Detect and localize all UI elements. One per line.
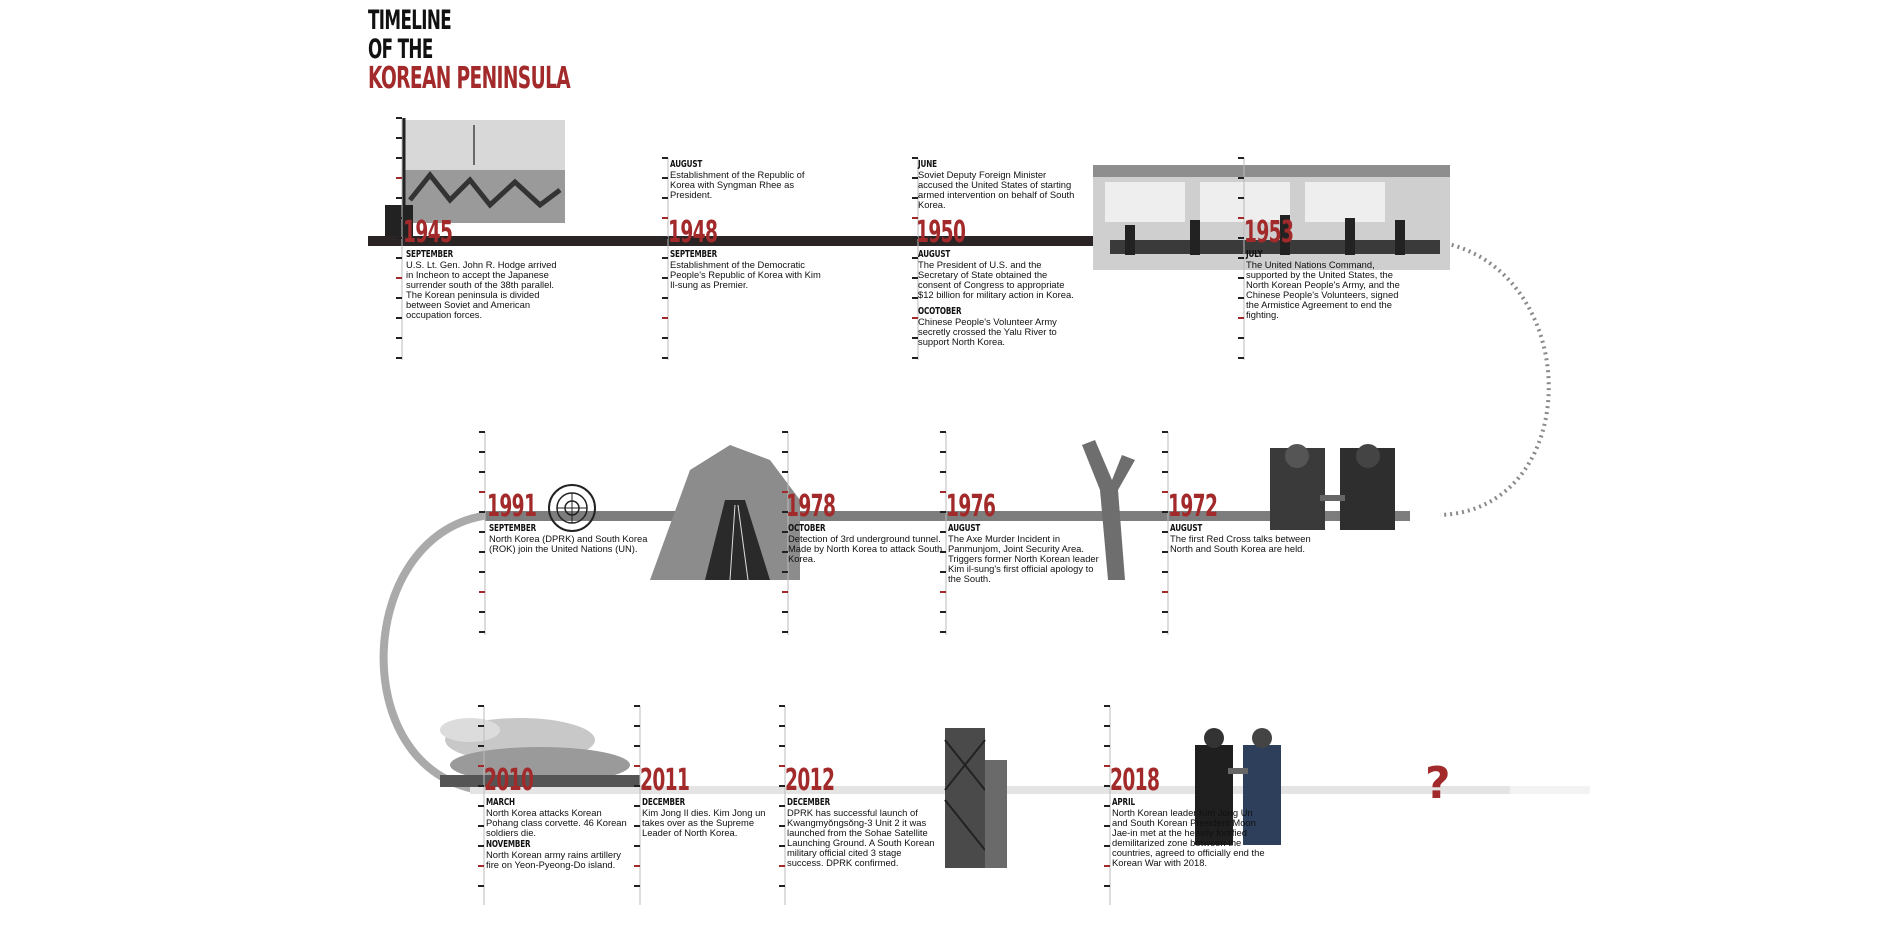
event-text: The President of U.S. and the Secretary of State obtained the consent of Congress to appropriate $12 billion for military action in Korea.	[918, 259, 1074, 300]
event-month: SEPTEMBER	[670, 249, 718, 260]
event-month: OCOTOBER	[918, 306, 962, 317]
event-month: AUGUST	[948, 523, 981, 534]
event-month: MARCH	[486, 797, 515, 808]
title-line-3: KOREAN PENINSULA	[368, 61, 571, 96]
event-text: Soviet Deputy Foreign Minister accused the United States of starting armed intervention on behalf of South Korea.	[918, 169, 1075, 210]
year-1978: 1978	[786, 489, 836, 524]
event-2011	[642, 796, 782, 838]
event-text: Detection of 3rd underground tunnel. Made by North Korea to attack South Korea.	[788, 533, 943, 564]
event-month: JUNE	[918, 159, 937, 170]
event-2012	[787, 796, 937, 868]
year-2018: 2018	[1110, 763, 1160, 798]
event-1976	[948, 522, 1108, 584]
year-1948: 1948	[668, 215, 718, 250]
event-1945	[406, 248, 566, 320]
year-2011: 2011	[640, 763, 690, 798]
event-1991	[489, 522, 649, 554]
year-1976: 1976	[946, 489, 996, 524]
event-month: SEPTEMBER	[406, 249, 454, 260]
event-text: Chinese People's Volunteer Army secretly crossed the Yalu River to support North Korea.	[918, 316, 1057, 347]
event-text: North Korean army rains artillery fire on Yeon-Pyeong-Do island.	[486, 849, 621, 870]
event-1948-a	[670, 158, 830, 200]
title-line-1: TIMELINE	[368, 5, 452, 36]
event-month: AUGUST	[1170, 523, 1203, 534]
event-text: Establishment of the Republic of Korea with Syngman Rhee as President.	[670, 169, 805, 200]
event-month: OCTOBER	[788, 523, 826, 534]
event-1953	[1246, 248, 1406, 320]
event-text: DPRK has successful launch of Kwangmyŏngsŏng-3 Unit 2 it was launched from the Sohae Satellite Launching Ground. A South Korean military official cited 3 stage success. DPRK confirmed.	[787, 807, 935, 868]
event-1972	[1170, 522, 1330, 554]
event-month: JULY	[1246, 249, 1263, 260]
event-2018	[1112, 796, 1267, 868]
event-month: DECEMBER	[787, 797, 831, 808]
event-text: Establishment of the Democratic People's Republic of Korea with Kim Il-sung as Premier.	[670, 259, 821, 290]
event-month: AUGUST	[670, 159, 703, 170]
year-1950: 1950	[916, 215, 966, 250]
poster-title	[368, 5, 571, 96]
title-line-2: OF THE	[368, 34, 433, 65]
connector-dotted	[1440, 242, 1549, 515]
year-1953: 1953	[1244, 215, 1294, 250]
event-2010	[486, 796, 636, 870]
event-text: North Korean leader Kim Jong Un and South Korean President Moon Jae-in met at the heavily fortified demilitarized zone between the countries, agreed to officially end the Korean War with 2018.	[1112, 807, 1265, 868]
year-1991: 1991	[487, 489, 537, 524]
photo-launch-tower	[945, 728, 1007, 868]
photo-smoke	[440, 718, 640, 787]
event-text: Kim Jong Il dies. Kim Jong un takes over as the Supreme Leader of North Korea.	[642, 807, 766, 838]
event-1978	[788, 522, 948, 564]
event-text: North Korea attacks Korean Pohang class corvette. 46 Korean soldiers die.	[486, 807, 627, 838]
event-1950-b	[918, 248, 1078, 347]
year-1945: 1945	[403, 215, 453, 250]
event-text: U.S. Lt. Gen. John R. Hodge arrived in Incheon to accept the Japanese surrender south of the 38th parallel. The Korean peninsula is divided between Soviet and American occupation forces.	[406, 259, 557, 320]
event-text: The Axe Murder Incident in Panmunjom, Joint Security Area. Triggers former North Korean leader Kim il-sung's first official apology to the South.	[948, 533, 1099, 584]
future-question-mark: ?	[1425, 758, 1451, 809]
year-2010: 2010	[484, 763, 534, 798]
event-1950-a	[918, 158, 1078, 210]
row3-bar-fade	[1510, 786, 1590, 794]
event-text: The United Nations Command, supported by the United States, the North Korean People's Army, and the Chinese People's Volunteers, signed the Armistice Agreement to end the fighting.	[1246, 259, 1400, 320]
event-month: SEPTEMBER	[489, 523, 537, 534]
event-month: APRIL	[1112, 797, 1135, 808]
event-month: DECEMBER	[642, 797, 686, 808]
year-2012: 2012	[785, 763, 835, 798]
event-text: North Korea (DPRK) and South Korea (ROK) join the United Nations (UN).	[489, 533, 648, 554]
event-text: The first Red Cross talks between North and South Korea are held.	[1170, 533, 1311, 554]
event-month: NOVEMBER	[486, 839, 531, 850]
event-month: AUGUST	[918, 249, 951, 260]
year-1972: 1972	[1168, 489, 1218, 524]
event-1948-b	[670, 248, 830, 290]
